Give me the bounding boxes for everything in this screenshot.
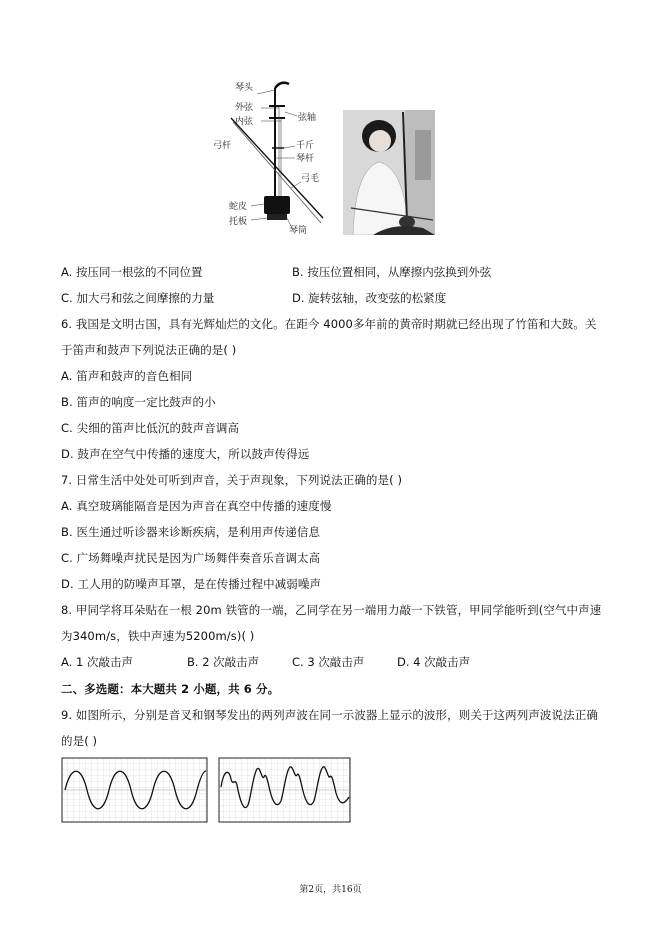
- waveform-panel-piano: [219, 758, 350, 822]
- label-qintong: 琴筒: [289, 226, 308, 236]
- label-gongmao: 弓毛: [301, 174, 320, 184]
- waveform-panel-tuning-fork: [62, 758, 207, 822]
- q8-stem-line1: 8. 甲同学将耳朵贴在一根 20m 铁管的一端，乙同学在另一端用力敲一下铁管，甲同学能听到(空气中声速: [61, 603, 602, 617]
- q8-option-c: C. 3 次敲击声: [292, 655, 365, 669]
- label-tuoban: 托板: [229, 217, 248, 227]
- erhu-stand: [267, 214, 287, 220]
- q5-option-a: A. 按压同一根弦的不同位置: [61, 265, 203, 279]
- q5-option-d: D. 旋转弦轴，改变弦的松紧度: [292, 291, 447, 305]
- erhu-player-photo: [343, 110, 435, 235]
- label-qingan: 琴杆: [296, 154, 315, 164]
- label-xianzhou: 弦轴: [298, 113, 317, 123]
- label-qintou: 琴头: [235, 83, 254, 93]
- q8-option-b: B. 2 次敲击声: [187, 655, 260, 669]
- waveform-figure: [61, 757, 352, 823]
- q9-stem-line1: 9. 如图所示，分别是音叉和钢琴发出的两列声波在同一示波器上显示的波形，则关于这两列声波说法正确: [61, 708, 598, 722]
- label-shepi: 蛇皮: [229, 202, 248, 212]
- q6-option-a: A. 笛声和鼓声的音色相同: [61, 369, 193, 383]
- erhu-diagram: [195, 78, 335, 236]
- q8-option-a: A. 1 次敲击声: [61, 655, 133, 669]
- q6-stem-line2: 于笛声和鼓声下列说法正确的是( ): [61, 343, 237, 357]
- q6-option-c: C. 尖细的笛声比低沉的鼓声音调高: [61, 421, 240, 435]
- q7-option-c: C. 广场舞噪声扰民是因为广场舞伴奏音乐音调太高: [61, 551, 321, 565]
- label-waixian: 外弦: [235, 103, 254, 113]
- erhu-head: [275, 83, 289, 88]
- label-neixian: 内弦: [235, 117, 254, 127]
- q7-option-d: D. 工人用的防噪声耳罩，是在传播过程中减弱噪声: [61, 577, 322, 591]
- section-heading: 二、多选题：本大题共 2 小题，共 6 分。: [61, 682, 280, 696]
- q8-option-d: D. 4 次敲击声: [397, 655, 471, 669]
- label-qianjin: 千斤: [296, 141, 315, 151]
- label-gonggan: 弓杆: [213, 141, 232, 151]
- q6-option-d: D. 鼓声在空气中传播的速度大，所以鼓声传得远: [61, 447, 310, 461]
- q7-option-b: B. 医生通过听诊器来诊断疾病，是利用声传递信息: [61, 525, 321, 539]
- q6-stem-line1: 6. 我国是文明古国，具有光辉灿烂的文化。在距今 4000多年前的黄帝时期就已经出现了竹笛和大鼓。关: [61, 317, 597, 331]
- q9-stem-line2: 的是( ): [61, 734, 98, 748]
- erhu-drum: [264, 196, 290, 214]
- q5-option-b: B. 按压位置相同，从摩擦内弦换到外弦: [292, 265, 492, 279]
- q7-stem: 7. 日常生活中处处可听到声音，关于声现象，下列说法正确的是( ): [61, 473, 403, 487]
- q8-stem-line2: 为340m/s，铁中声速为5200m/s)( ): [61, 629, 255, 643]
- q6-option-b: B. 笛声的响度一定比鼓声的小: [61, 395, 216, 409]
- page-footer: 第2页，共16页: [299, 885, 362, 895]
- q5-option-c: C. 加大弓和弦之间摩擦的力量: [61, 291, 215, 305]
- q7-option-a: A. 真空玻璃能隔音是因为声音在真空中传播的速度慢: [61, 499, 332, 513]
